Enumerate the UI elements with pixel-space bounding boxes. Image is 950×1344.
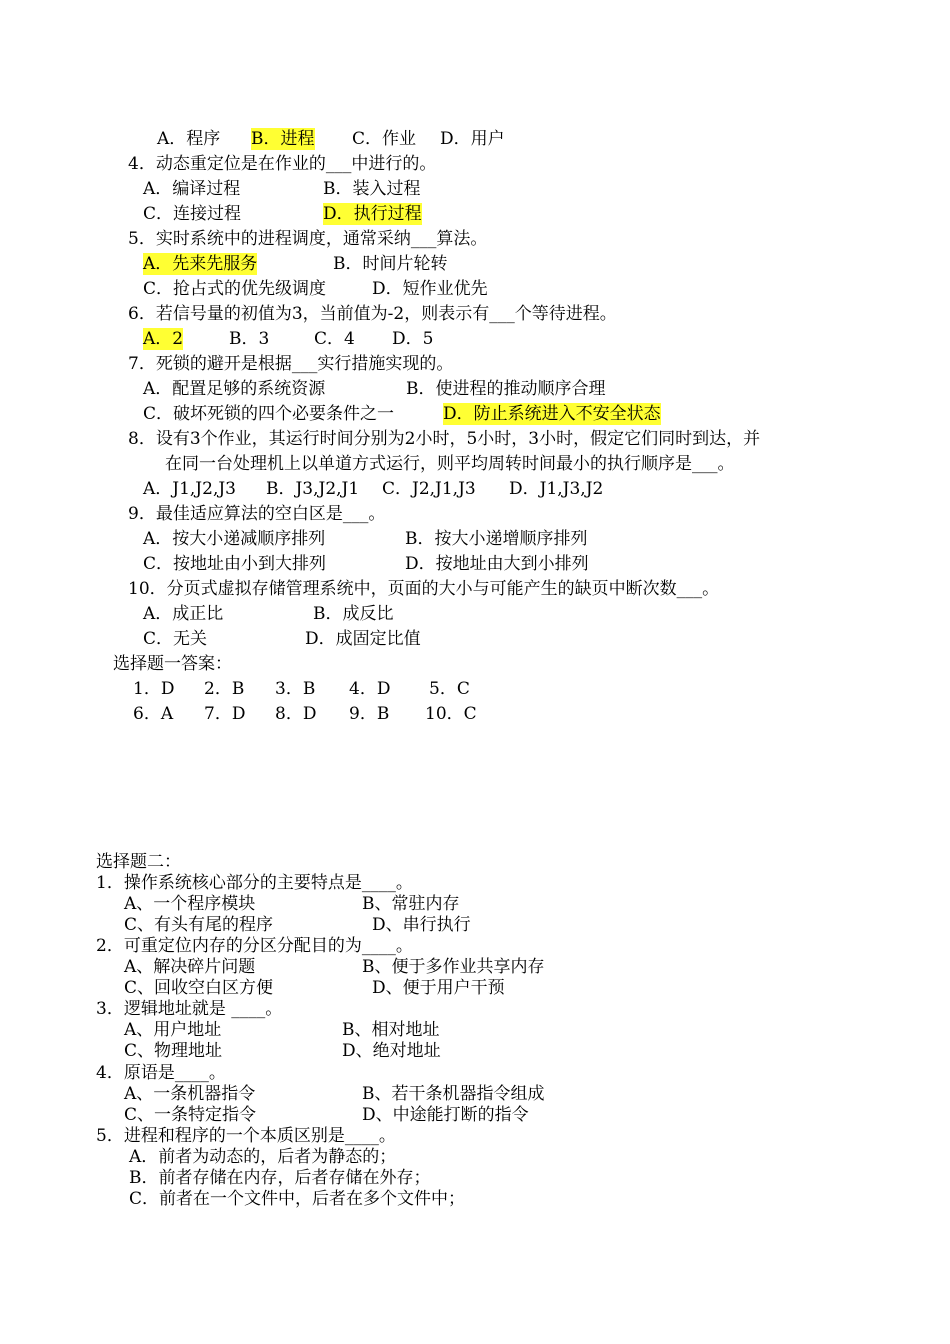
question-text: C．前者在一个文件中，后者在多个文件中； [129, 1189, 466, 1209]
question-text: 选择题一答案： [113, 654, 232, 674]
answer-option: C．J2,J1,J3 [382, 479, 476, 499]
highlighted-answer-option: D．执行过程 [323, 204, 422, 224]
question-text: 2．可重定位内存的分区分配目的为____。 [96, 936, 413, 956]
question-text: 5．实时系统中的进程调度，通常采纳___算法。 [128, 229, 488, 249]
highlighted-answer-option: B．进程 [251, 129, 315, 149]
answer-option: 1．D [133, 679, 175, 699]
answer-option: D、串行执行 [372, 915, 471, 935]
answer-option: C、回收空白区方便 [124, 978, 274, 998]
question-text: B．前者存储在内存，后者存储在外存； [129, 1168, 431, 1188]
question-text: 在同一台处理机上以单道方式运行，则平均周转时间最小的执行顺序是___。 [165, 454, 735, 474]
answer-option: B．3 [229, 329, 270, 349]
answer-option: D、绝对地址 [342, 1041, 441, 1061]
answer-option: D．按地址由大到小排列 [405, 554, 589, 574]
answer-option: B．使进程的推动顺序合理 [406, 379, 606, 399]
answer-option: C、有头有尾的程序 [124, 915, 274, 935]
answer-option: D．J1,J3,J2 [509, 479, 604, 499]
answer-option: 5．C [429, 679, 470, 699]
answer-option: A．编译过程 [143, 179, 241, 199]
answer-option: D、中途能打断的指令 [362, 1105, 529, 1125]
highlighted-answer-option: A．2 [143, 329, 184, 349]
answer-option: B．装入过程 [323, 179, 421, 199]
highlighted-answer-option: A．先来先服务 [143, 254, 258, 274]
question-text: 7．死锁的避开是根据___实行措施实现的。 [128, 354, 454, 374]
answer-option: A．程序 [157, 129, 221, 149]
question-text: 4．原语是____。 [96, 1063, 226, 1083]
question-text: 6．若信号量的初值为3，当前值为-2，则表示有___个等待进程。 [128, 304, 617, 324]
answer-option: 10．C [425, 704, 477, 724]
answer-option: 7．D [204, 704, 246, 724]
question-text: 4．动态重定位是在作业的___中进行的。 [128, 154, 437, 174]
answer-option: 9．B [349, 704, 390, 724]
answer-option: C、一条特定指令 [124, 1105, 257, 1125]
answer-option: A、一个程序模块 [124, 894, 256, 914]
answer-option: 3．B [275, 679, 316, 699]
answer-option: A、一条机器指令 [124, 1084, 256, 1104]
answer-option: D．成固定比值 [305, 629, 421, 649]
question-text: 选择题二： [96, 852, 181, 872]
answer-option: 8．D [275, 704, 317, 724]
answer-option: A．成正比 [143, 604, 224, 624]
question-text: 8．设有3个作业，其运行时间分别为2小时，5小时，3小时，假定它们同时到达，并 [128, 429, 761, 449]
answer-option: 2．B [204, 679, 245, 699]
question-text: A．前者为动态的，后者为静态的； [129, 1147, 397, 1167]
highlighted-answer-option: D．防止系统进入不安全状态 [443, 404, 661, 424]
answer-option: A．配置足够的系统资源 [143, 379, 326, 399]
answer-option: B．时间片轮转 [333, 254, 448, 274]
question-text: 9．最佳适应算法的空白区是___。 [128, 504, 386, 524]
question-text: 5．进程和程序的一个本质区别是____。 [96, 1126, 396, 1146]
answer-option: D、便于用户干预 [372, 978, 505, 998]
answer-option: 4．D [349, 679, 391, 699]
answer-option: C．抢占式的优先级调度 [143, 279, 327, 299]
question-text: 3．逻辑地址就是 ____。 [96, 999, 283, 1019]
answer-option: A、用户地址 [124, 1020, 222, 1040]
answer-option: C．无关 [143, 629, 208, 649]
answer-option: C、物理地址 [124, 1041, 223, 1061]
answer-option: C．按地址由小到大排列 [143, 554, 327, 574]
answer-option: D．短作业优先 [372, 279, 488, 299]
answer-option: B、相对地址 [342, 1020, 440, 1040]
answer-option: 6．A [133, 704, 174, 724]
answer-option: B、便于多作业共享内存 [362, 957, 545, 977]
question-text: 10．分页式虚拟存储管理系统中，页面的大小与可能产生的缺页中断次数___。 [128, 579, 720, 599]
answer-option: B、若干条机器指令组成 [362, 1084, 545, 1104]
answer-option: A、解决碎片问题 [124, 957, 256, 977]
answer-option: D．用户 [440, 129, 505, 149]
answer-option: C．作业 [352, 129, 417, 149]
answer-option: B．按大小递增顺序排列 [405, 529, 588, 549]
answer-option: A．J1,J2,J3 [143, 479, 236, 499]
answer-option: B．成反比 [313, 604, 394, 624]
answer-option: A．按大小递减顺序排列 [143, 529, 326, 549]
answer-option: C．破坏死锁的四个必要条件之一 [143, 404, 395, 424]
question-text: 1．操作系统核心部分的主要特点是____。 [96, 873, 413, 893]
answer-option: B．J3,J2,J1 [266, 479, 360, 499]
answer-option: B、常驻内存 [362, 894, 460, 914]
answer-option: C．4 [314, 329, 355, 349]
answer-option: D．5 [392, 329, 434, 349]
answer-option: C．连接过程 [143, 204, 242, 224]
